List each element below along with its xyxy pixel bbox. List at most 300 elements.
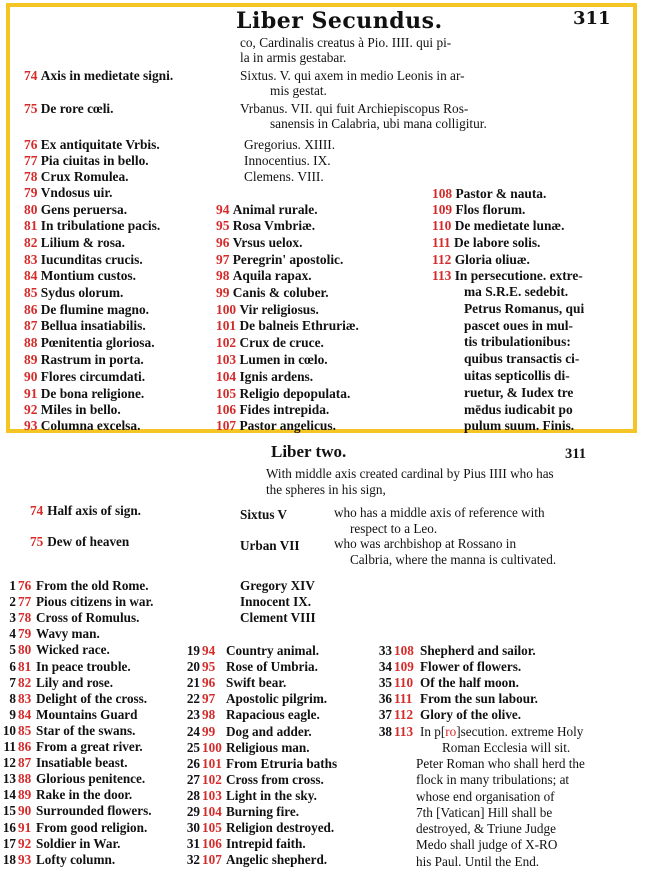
entry-number: 103 [202,787,222,803]
entry-text: Rose of Umbria. [226,659,318,675]
entry-text: Pastor & nauta. [455,186,547,201]
entry-number: 93 [24,418,38,433]
latin-ending-line: tis tribulationibus: [464,334,571,350]
entry-number: 75 [30,534,44,549]
entry-text: Mountains Guard [36,706,138,722]
entry-number: 100 [216,302,237,317]
row-index: 35 [378,675,392,691]
latin-entry [432,202,525,218]
entry-number: 111 [394,691,413,707]
entry-number: 107 [216,418,237,433]
entry-number: 91 [24,386,38,401]
entry-number: 75 [24,101,38,116]
entry-number: 95 [216,218,230,233]
entry-number: 92 [18,835,32,851]
english-title: Liber two. [271,442,347,461]
entry-text: Dew of heaven [47,534,130,549]
entry-number: 99 [216,285,230,300]
latin-ending-line: ruetur, & Iudex tre [464,384,574,400]
entry-number: 78 [24,169,38,184]
entry-text: Angelic shepherd. [226,852,328,868]
latin-page-number: 311 [573,8,611,29]
entry-text: In persecutione. extre- [454,268,583,283]
latin-entry [24,137,160,153]
english-entry [0,707,138,723]
latin-entry [24,285,123,301]
entry-text: Dog and adder. [226,723,312,739]
latin-entry [432,186,546,202]
entry-number: 98 [202,707,216,723]
latin-entry [216,202,318,218]
entry-text: Flos florum. [455,202,526,217]
entry-text: Flores circumdati. [40,369,146,384]
english-entry [184,659,318,675]
english-entry [376,724,583,740]
row-index: 26 [186,755,200,771]
english-entry [184,852,327,868]
latin-intro-line: la in armis gestabar. [240,50,347,65]
entry-text: Pia ciuitas in bello. [40,153,149,168]
english-ending-line: Medo shall judge of X-RO [416,837,558,853]
entry-number: 80 [18,642,32,658]
english-ending-line: destroyed, & Triune Judge [416,821,556,837]
entry-number: 95 [202,659,216,675]
entry-number: 81 [24,218,38,233]
row-index: 32 [186,852,200,868]
latin-entry [24,68,173,84]
latin-entry [24,352,144,368]
entry-text: Shepherd and sailor. [420,643,536,658]
entry-number: 100 [202,739,222,755]
entry-text: Lilium & rosa. [40,235,125,250]
row-index: 12 [2,755,16,771]
entry-number: 80 [24,202,38,217]
entry-number: 108 [394,643,414,658]
english-entry [0,755,128,771]
entry-text: Miles in bello. [40,402,121,417]
entry-text: In peace trouble. [36,658,131,674]
row-index: 3 [9,610,16,626]
entry-text: Country animal. [226,643,320,658]
row-index: 38 [378,723,392,739]
entry-text: Insatiable beast. [36,755,128,771]
english-entry [0,659,131,675]
entry-text: Light in the sky. [226,787,317,803]
latin-description-line: sanensis in Calabria, ubi mana colligitur. [270,116,487,131]
english-ending-line: Peter Roman who shall herd the [416,755,585,771]
english-entry [0,739,143,755]
entry-text: De rore cœli. [40,101,114,116]
latin-description-line: mis gestat. [270,83,327,98]
latin-entry [216,335,324,351]
entry-text: Pastor angelicus. [239,418,336,433]
entry-text: Of the half moon. [420,675,519,691]
entry-text: Apostolic pilgrim. [226,691,328,707]
entry-text: Gens peruersa. [40,202,128,217]
entry-text: Crux Romulea. [40,169,129,184]
english-entry [0,836,120,852]
entry-text: Bellua insatiabilis. [40,318,146,333]
entry-text: Religion destroyed. [226,820,335,836]
latin-entry [216,252,343,268]
entry-text: Surrounded flowers. [36,803,152,819]
english-entry [0,642,110,658]
english-entry [30,503,141,519]
entry-text: Gloria oliuæ. [454,252,530,267]
english-ending-line: whose end organisation of [416,788,555,804]
english-entry [0,852,115,868]
entry-number: 110 [432,218,452,233]
latin-entry [216,302,319,318]
entry-number: 102 [202,771,222,787]
latin-entry [432,235,540,251]
entry-number: 105 [216,386,237,401]
row-index: 11 [3,739,16,754]
entry-number: 89 [18,787,32,803]
entry-number: 105 [202,820,222,836]
english-pope-name: Sixtus V [240,507,288,522]
entry-text: Intrepid faith. [226,836,306,852]
entry-text: Half axis of sign. [47,503,141,518]
english-entry [376,691,538,707]
entry-number: 112 [394,707,414,723]
entry-number: 107 [202,852,222,868]
entry-number: 112 [432,252,452,267]
entry-text: Lofty column. [36,851,116,867]
entry-number: 91 [18,819,32,835]
row-index: 15 [2,803,16,819]
english-entry [184,643,319,659]
entry-text: Cross from cross. [226,771,324,787]
entry-number: 87 [18,755,32,771]
english-description-line: respect to a Leo. [350,521,438,536]
entry-text: Vndosus uir. [40,185,113,200]
row-index: 25 [186,739,200,755]
entry-text: Rosa Vmbriæ. [232,218,316,233]
row-index: 31 [186,836,200,852]
english-entry [0,594,153,610]
row-index: 34 [378,659,392,675]
entry-number: 86 [18,739,32,754]
entry-number: 96 [216,235,230,250]
entry-number: 92 [24,402,38,417]
english-ending-line: Roman Ecclesia will sit. [442,739,571,755]
english-entry [0,675,113,691]
latin-entry [216,418,336,434]
entry-text: Pœnitentia gloriosa. [40,335,155,350]
latin-ending-line: uitas septicollis di- [464,368,570,383]
english-entry [184,836,306,852]
english-ending-line: 7th [Vatican] Hill shall be [416,804,553,820]
entry-number: 104 [216,369,237,384]
entry-text: ]secution. extreme Holy [456,723,584,739]
row-index: 8 [9,690,16,706]
latin-title: Liber Secundus. [236,8,443,34]
row-index: 18 [2,851,16,867]
latin-entry [432,218,564,234]
latin-entry [24,185,112,201]
latin-ending-line: pulum suum. Finis. [464,418,575,434]
latin-entry [216,268,312,284]
entry-number: 113 [432,268,452,283]
english-pope-name: Gregory XIV [240,578,315,593]
latin-ending-line: Petrus Romanus, qui [464,300,585,316]
entry-text: Canis & coluber. [232,285,329,300]
entry-number: 98 [216,268,230,283]
entry-number: 88 [24,335,38,350]
entry-number: 79 [24,185,38,200]
latin-entry [432,268,583,284]
entry-number: 101 [216,318,237,333]
entry-number: 79 [18,626,32,642]
entry-number: 106 [216,402,237,417]
entry-text: Glorious penitence. [36,771,146,787]
english-ending-line: flock in many tribulations; at [416,772,570,788]
latin-entry [216,285,329,301]
entry-text: Montium custos. [40,268,136,283]
entry-number: 84 [24,268,38,283]
entry-text: Columna excelsa. [40,418,141,433]
english-entry [0,626,100,642]
entry-text: From the sun labour. [420,691,538,707]
english-pope-name: Innocent IX. [240,594,312,610]
row-index: 22 [186,691,200,707]
row-index: 14 [2,787,16,803]
english-description-line: who was archbishop at Rossano in [334,536,517,551]
entry-number: 77 [24,153,38,168]
entry-text-highlight: ro [445,723,457,739]
entry-number: 89 [24,352,38,367]
latin-entry [24,318,146,334]
entry-text: Vir religiosus. [239,302,319,317]
entry-text: From good religion. [36,819,148,835]
row-index: 17 [2,835,16,851]
entry-text: Swift bear. [226,675,287,691]
latin-entry [216,352,328,368]
entry-text: Animal rurale. [232,202,318,217]
entry-text: Star of the swans. [36,722,136,738]
entry-text: Sydus olorum. [40,285,124,300]
row-index: 4 [9,626,16,642]
entry-text: De balneis Ethruriæ. [239,318,359,333]
entry-text: Peregrin' apostolic. [232,252,344,267]
entry-number: 109 [432,202,453,217]
entry-number: 97 [216,252,230,267]
entry-text: From a great river. [36,739,143,754]
entry-number: 99 [202,723,216,739]
latin-entry [216,402,329,418]
entry-text: Ignis ardens. [239,369,314,384]
entry-number: 90 [24,369,38,384]
english-intro-line: With middle axis created cardinal by Pius IIII who has [266,466,554,481]
english-entry [376,643,536,659]
row-index: 29 [186,804,200,819]
entry-text: From the old Rome. [36,578,149,593]
entry-number: 110 [394,675,414,691]
entry-text: Glory of the olive. [420,707,522,723]
latin-entry [24,169,129,185]
entry-text: Iucunditas crucis. [40,252,143,267]
entry-text: Wavy man. [36,626,100,642]
entry-number: 74 [30,503,44,518]
row-index: 13 [2,771,16,787]
entry-number: 85 [24,285,38,300]
row-index: 6 [9,658,16,674]
entry-text: Vrsus uelox. [232,235,303,250]
latin-entry [24,202,127,218]
entry-text: From Etruria baths [226,755,338,771]
latin-entry [24,418,140,434]
entry-text: Pious citizens in war. [36,594,154,610]
latin-ending-line: quibus transactis ci- [464,351,580,367]
entry-number: 101 [202,755,222,771]
row-index: 9 [9,706,16,722]
row-index: 20 [186,659,200,675]
row-index: 16 [2,819,16,835]
entry-text: Wicked race. [36,642,110,658]
latin-pope-name: Gregorius. XIIII. [244,137,336,152]
row-index: 36 [378,691,392,707]
english-intro-line: the spheres in his sign, [266,482,386,497]
entry-text: De flumine magno. [40,302,149,317]
latin-pope-name: Innocentius. IX. [244,153,331,168]
entry-text: Soldier in War. [36,835,121,851]
english-entry [0,610,139,626]
english-entry [184,707,320,723]
latin-entry [24,153,149,169]
row-index: 28 [186,787,200,803]
entry-number: 111 [432,235,451,250]
latin-entry [432,252,530,268]
english-page-number: 311 [565,446,586,462]
english-entry [376,707,521,723]
latin-entry [24,402,121,418]
english-entry [376,675,519,691]
entry-number: 108 [432,186,453,201]
entry-number: 77 [18,594,32,610]
english-entry [184,691,327,707]
english-entry [184,820,334,836]
latin-entry [24,252,143,268]
row-index: 7 [9,674,16,690]
row-index: 23 [186,707,200,723]
entry-text: Crux de cruce. [239,335,324,350]
row-index: 27 [186,771,200,787]
entry-number: 88 [18,771,32,787]
entry-number: 83 [24,252,38,267]
english-entry [184,740,310,756]
entry-number: 76 [24,137,38,152]
entry-number: 85 [18,722,32,738]
english-entry [184,724,312,740]
latin-pope-name: Clemens. VIII. [244,169,324,184]
latin-entry [216,386,350,402]
entry-number: 87 [24,318,38,333]
english-entry [0,787,132,803]
entry-number: 113 [394,723,414,739]
entry-number: 103 [216,352,237,367]
english-ending-line: his Paul. Until the End. [416,853,540,869]
row-index: 33 [378,643,392,658]
entry-number: 82 [24,235,38,250]
entry-text: De medietate lunæ. [454,218,565,233]
latin-entry [24,101,114,117]
latin-entry [24,335,155,351]
english-entry [184,756,337,772]
row-index: 5 [9,642,16,658]
entry-number: 86 [24,302,38,317]
entry-number: 97 [202,691,216,707]
entry-text: Religio depopulata. [239,386,351,401]
entry-text: Burning fire. [226,804,300,819]
row-index: 19 [186,643,200,658]
entry-number: 104 [202,804,222,819]
entry-number: 81 [18,658,32,674]
latin-entry [216,318,359,334]
entry-text: De labore solis. [453,235,541,250]
entry-text: In p[ [420,723,446,739]
latin-entry [24,268,136,284]
latin-entry [216,235,302,251]
entry-number: 83 [18,690,32,706]
row-index: 37 [378,707,392,723]
latin-description-line: Vrbanus. VII. qui fuit Archiepiscopus Ros- [240,101,469,116]
entry-text: Cross of Romulus. [36,610,140,626]
latin-description-line: Sixtus. V. qui axem in medio Leonis in ar- [240,68,465,83]
english-entry [0,723,135,739]
english-entry [30,534,129,550]
english-entry [184,804,299,820]
entry-text: Delight of the cross. [36,690,148,706]
latin-entry [216,369,313,385]
entry-text: Ex antiquitate Vrbis. [40,137,160,152]
english-entry [0,820,147,836]
row-index: 2 [9,594,16,610]
entry-number: 96 [202,675,216,691]
entry-number: 93 [18,851,32,867]
english-pope-name: Clement VIII [240,610,316,626]
english-description-line: who has a middle axis of reference with [334,505,545,520]
row-index: 10 [2,722,16,738]
entry-text: Religious man. [226,739,310,755]
entry-text: Axis in medietate signi. [40,68,174,83]
latin-entry [24,235,125,251]
latin-ending-line: mēdus iudicabit po [464,401,573,417]
entry-text: Flower of flowers. [420,659,522,675]
entry-number: 76 [18,578,32,593]
english-entry [0,803,152,819]
entry-text: In tribulatione pacis. [40,218,161,233]
row-index: 30 [186,820,200,836]
english-pope-name: Urban VII [240,538,300,553]
entry-text: Rapacious eagle. [226,707,320,723]
latin-ending-line: ma S.R.E. sedebit. [464,284,569,299]
entry-number: 94 [202,643,216,658]
english-description-line: Calbria, where the manna is cultivated. [350,552,557,567]
english-entry [184,788,317,804]
entry-text: Rastrum in porta. [40,352,144,367]
english-entry [0,691,147,707]
entry-number: 84 [18,706,32,722]
entry-number: 106 [202,836,222,852]
row-index: 1 [9,578,16,593]
entry-number: 102 [216,335,237,350]
entry-text: De bona religione. [40,386,145,401]
row-index: 21 [186,675,200,691]
entry-text: Rake in the door. [36,787,133,803]
entry-text: Aquila rapax. [232,268,312,283]
latin-entry [24,218,160,234]
